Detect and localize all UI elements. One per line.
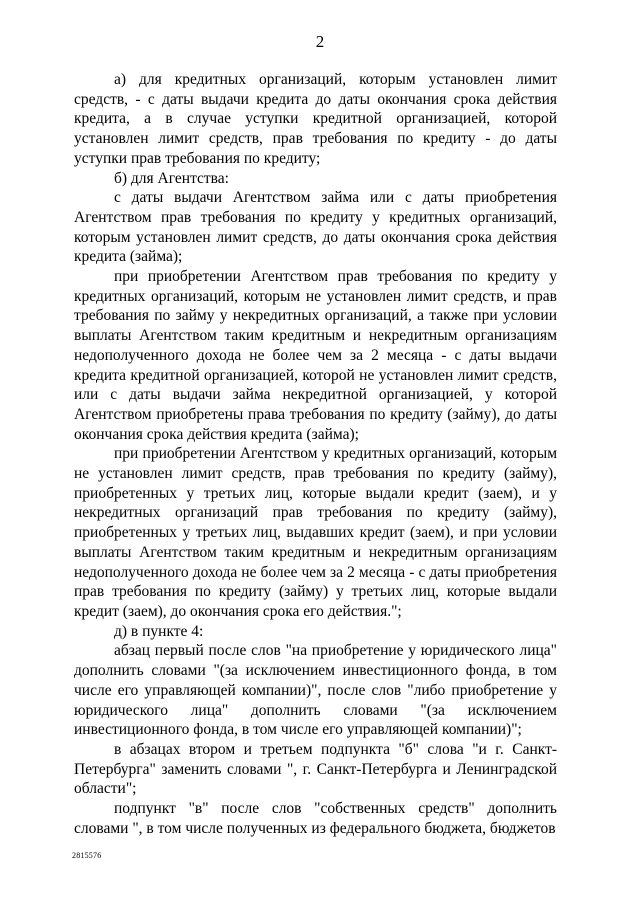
- page-number: 2: [315, 32, 325, 51]
- paragraph-d-1: абзац первый после слов "на приобретение у юридического лица" дополнить словами "(за исключением инвестиционного фонда, в том числе его управляющей компании)", после слов "либо приобретение у юридического лица" дополнить словами "(за исключением инвестиционного фонда, в том числе его управляющей компании)";: [74, 642, 557, 739]
- paragraph-b-heading: б) для Агентства:: [114, 169, 229, 187]
- document-code: 2815576: [72, 851, 102, 860]
- paragraph-b-2: при приобретении Агентством прав требования по кредиту у кредитных организаций, которым не установлен лимит средств, и прав требования по займу у некредитных организаций, а также при условии выплаты Агентством таким кредитным и некредитным организациям недополученного дохода не более чем за 2 месяца - с даты выдачи кредита кредитной организацией, которой не установлен лимит средств, или с даты выдачи займа некредитной организацией, у которой Агентством приобретены права требования по кредиту (займу), до даты окончания срока действия кредита (займа);: [74, 268, 557, 443]
- paragraph-b-3: при приобретении Агентством у кредитных организаций, которым не установлен лимит средств, прав требования по кредиту (займу), приобретенных у третьих лиц, которые выдали кредит (заем), и у некредитных организаций прав требования по кредиту (займу), приобретенных у третьих лиц, выдавших кредит (заем), и при условии выплаты Агентством таким кредитным и некредитным организациям недополученного дохода не более чем за 2 месяца - с даты приобретения прав требования по кредиту (займу) у третьих лиц, которые выдали кредит (заем), до окончания срока его действия.";: [74, 445, 557, 620]
- paragraph-d-3: подпункт "в" после слов "собственных средств" дополнить словами ", в том числе полученных из федерального бюджета, бюджетов: [74, 800, 557, 837]
- paragraph-a: а) для кредитных организаций, которым установлен лимит средств, - с даты выдачи кредита до даты окончания срока действия кредита, а в случае уступки кредитной организацией, которой установлен лимит средств, прав требования по кредиту - до даты уступки прав требования по кредиту;: [74, 71, 557, 167]
- paragraph-b-1: с даты выдачи Агентством займа или с даты приобретения Агентством прав требования по кредиту у кредитных организаций, которым установлен лимит средств, до даты окончания срока действия кредита (займа);: [74, 189, 557, 266]
- document-body: [74, 70, 557, 838]
- paragraph-d-heading: д) в пункте 4:: [114, 622, 204, 640]
- paragraph-d-2: в абзацах втором и третьем подпункта "б" слова "и г. Санкт-Петербурга" заменить словами ", г. Санкт-Петербурга и Ленинградской области";: [74, 740, 557, 798]
